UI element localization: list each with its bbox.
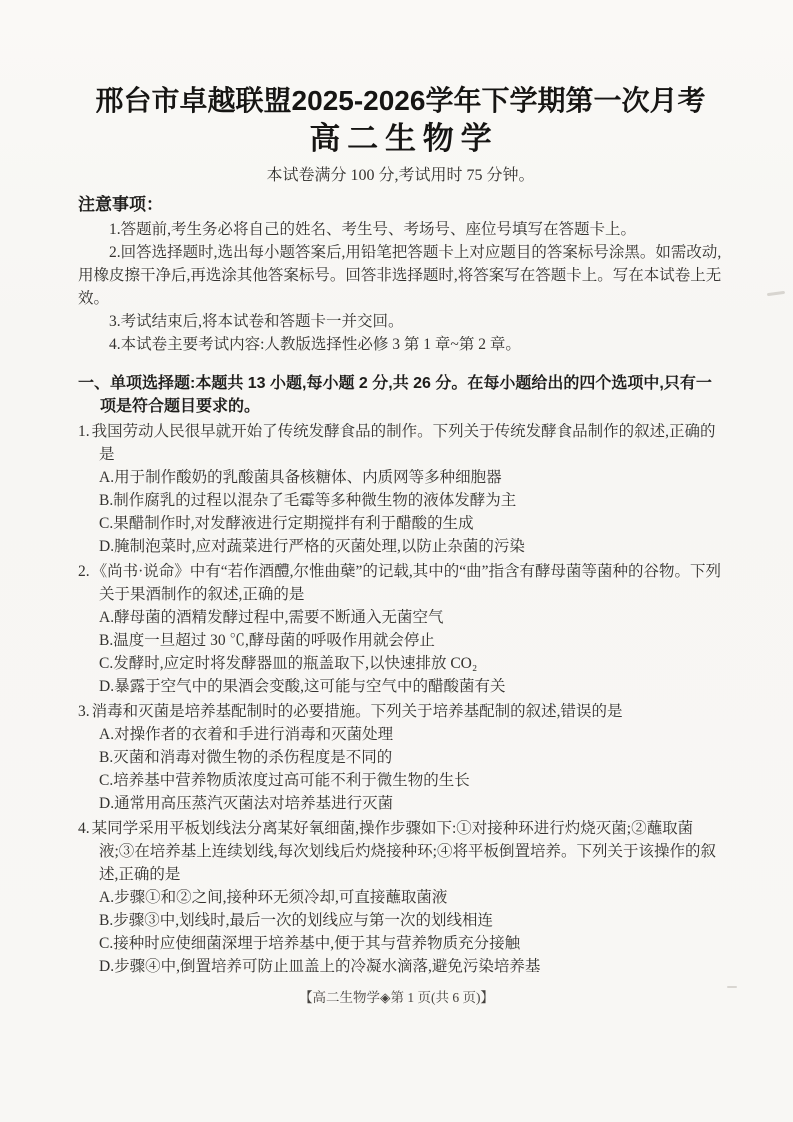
question-stem-text: 《尚书·说命》中有“若作酒醴,尔惟曲蘖”的记载,其中的“曲”指含有酵母菌等菌种的谷物。下列关于果酒制作的叙述,正确的是 — [91, 563, 722, 603]
option-line: B.步骤③中,划线时,最后一次的划线应与第一次的划线相连 — [99, 912, 493, 929]
option-line: C.培养基中营养物质浓度过高可能不利于微生物的生长 — [99, 772, 470, 789]
question-stem — [78, 420, 723, 466]
page-footer: 【高二生物学◈第 1 页(共 6 页)】 — [299, 990, 494, 1005]
question-number: 4. — [78, 820, 90, 837]
question-stem-text: 某同学采用平板划线法分离某好氧细菌,操作步骤如下:①对接种环进行灼烧灭菌;②蘸取菌液;③在培养基上连续划线,每次划线后灼烧接种环;④将平板倒置培养。下列关于该操作的叙述,正确的是 — [91, 820, 716, 883]
option-line: A.酵母菌的酒精发酵过程中,需要不断通入无菌空气 — [99, 609, 444, 626]
question-block-3 — [78, 700, 723, 815]
page-subtitle: 高二生物学 — [309, 121, 499, 156]
page-content — [78, 84, 723, 978]
question-stem-text: 我国劳动人民很早就开始了传统发酵食品的制作。下列关于传统发酵食品制作的叙述,正确的是 — [91, 423, 716, 463]
question-stem — [78, 560, 723, 606]
question-stem — [78, 700, 723, 723]
question-number: 3. — [78, 703, 90, 720]
question-number: 2. — [78, 563, 90, 580]
option-line: C.发酵时,应定时将发酵器皿的瓶盖取下,以快速排放 CO₂ — [99, 655, 478, 672]
notice-item: 3.考试结束后,将本试卷和答题卡一并交回。 — [109, 313, 404, 330]
notice-item: 2.回答选择题时,选出每小题答案后,用铅笔把答题卡上对应题目的答案标号涂黑。如需改动,用橡皮擦干净后,再选涂其他答案标号。回答非选择题时,将答案写在答题卡上。写在本试卷上无效。 — [78, 244, 722, 307]
question-stem — [78, 817, 723, 886]
option-line: D.通常用高压蒸汽灭菌法对培养基进行灭菌 — [99, 795, 394, 812]
question-stem-text: 消毒和灭菌是培养基配制时的必要措施。下列关于培养基配制的叙述,错误的是 — [91, 703, 623, 720]
scan-artifact — [727, 986, 737, 988]
question-block-4 — [78, 817, 723, 978]
option-line: B.温度一旦超过 30 ℃,酵母菌的呼吸作用就会停止 — [99, 632, 435, 649]
option-line: D.暴露于空气中的果酒会变酸,这可能与空气中的醋酸菌有关 — [99, 678, 506, 695]
exam-info: 本试卷满分 100 分,考试用时 75 分钟。 — [266, 167, 535, 184]
section-heading: 一、单项选择题:本题共 13 小题,每小题 2 分,共 26 分。在每小题给出的四个选项中,只有一项是符合题目要求的。 — [78, 375, 712, 415]
notices-heading: 注意事项： — [78, 195, 163, 214]
notices-block — [78, 192, 723, 356]
notice-item: 1.答题前,考生务必将自己的姓名、考生号、考场号、座位号填写在答题卡上。 — [109, 221, 637, 238]
option-line: A.步骤①和②之间,接种环无须冷却,可直接蘸取菌液 — [99, 889, 448, 906]
page-title: 邢台市卓越联盟2025-2026学年下学期第一次月考 — [95, 85, 706, 116]
option-line: A.用于制作酸奶的乳酸菌具备核糖体、内质网等多种细胞器 — [99, 469, 502, 486]
option-line: D.腌制泡菜时,应对蔬菜进行严格的灭菌处理,以防止杂菌的污染 — [99, 538, 525, 555]
question-number: 1. — [78, 423, 90, 440]
option-line: C.果醋制作时,对发酵液进行定期搅拌有利于醋酸的生成 — [99, 515, 474, 532]
scan-artifact — [767, 291, 785, 296]
notice-item: 4.本试卷主要考试内容:人教版选择性必修 3 第 1 章~第 2 章。 — [109, 336, 521, 353]
option-line: D.步骤④中,倒置培养可防止皿盖上的冷凝水滴落,避免污染培养基 — [99, 958, 541, 975]
option-line: C.接种时应使细菌深埋于培养基中,便于其与营养物质充分接触 — [99, 935, 521, 952]
question-block-2 — [78, 560, 723, 698]
option-line: A.对操作者的衣着和手进行消毒和灭菌处理 — [99, 726, 394, 743]
option-line: B.灭菌和消毒对微生物的杀伤程度是不同的 — [99, 749, 393, 766]
question-block-1 — [78, 420, 723, 558]
option-line: B.制作腐乳的过程以混杂了毛霉等多种微生物的液体发酵为主 — [99, 492, 517, 509]
